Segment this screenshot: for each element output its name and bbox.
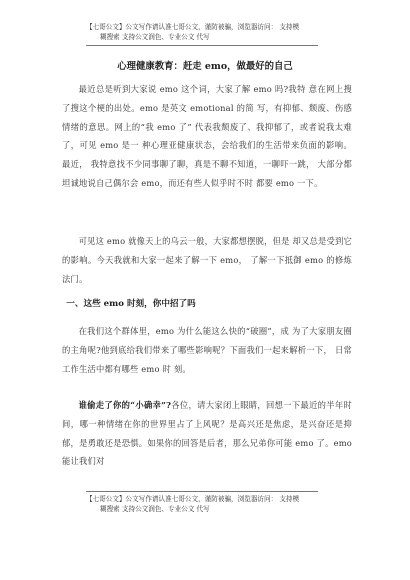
paragraph-lead-question: 谁偷走了你的“小确幸”? bbox=[78, 400, 172, 410]
document-title: 心理健康教育：赶走 emo，做最好的自己 bbox=[117, 61, 293, 72]
footer-divider bbox=[86, 491, 318, 492]
footer-line-1: 【七哥公文】公文写作请认准七哥公文，谨防被骗，浏览器访问： 支持模 bbox=[86, 495, 300, 503]
paragraph-circle: 在我们这个群体里，emo 为什么能这么快的“破圈”，成 为了大家朋友圈的主角呢?他到底给我们带来了哪些影响呢？下面我们一起来解析一下， 日常工作生活中都有哪些 emo 时 刻。 bbox=[62, 326, 352, 374]
paragraph-body: 各位，请大家闭上眼睛，回想一下最近的半年时间，哪一种情绪在你的世界里占了上风呢？是高兴还是焦虑，是兴奋还是抑郁，是勇敢还是恐惧。如果你的回答是后者，那么兄弟你可能 emo 了。emo 能让我们对 bbox=[62, 400, 352, 467]
paragraph-cloud: 可见这 emo 就像天上的乌云一般，大家都想摆脱，但是 却又总是受到它的影响。今天我就和大家一起来了解一下 emo， 了解一下抵御 emo 的修炼法门。 bbox=[62, 236, 352, 284]
header-divider bbox=[86, 45, 318, 46]
header-line-2: 糊搜索 支持公文润色、专业公文 代写 bbox=[100, 33, 210, 41]
paragraph-intro: 最近总是听到大家说 emo 这个词，大家了解 emo 吗?我特 意在网上搜了搜这个梗的出处。emo 是英文 emotional 的简 写，有抑郁、颓废、伤感情绪的意思。网上的“我 emo 了” 代表我颓废了、我抑郁了，或者说我太难了，可见 emo 是一 种心理亚健康状态，会给我们的生活带来负面的影响。最近， 我特意找不少同事聊了聊，真是不聊不知道，一聊吓一跳， 大部分都坦诚地说自己偶尔会 emo，而还有些人似乎时不时 都要 emo 一下。 bbox=[62, 84, 352, 188]
page-footer bbox=[86, 494, 336, 514]
header-line-1: 【七哥公文】公文写作请认准七哥公文，谨防被骗，浏览器访问： 支持模 bbox=[86, 23, 300, 31]
footer-line-2: 糊搜索 支持公文润色、专业公文 代写 bbox=[100, 505, 210, 513]
page-header bbox=[86, 22, 336, 42]
section-heading-1: 一、这些 emo 时刻，你中招了吗 bbox=[66, 299, 196, 309]
paragraph-happiness bbox=[62, 396, 352, 471]
